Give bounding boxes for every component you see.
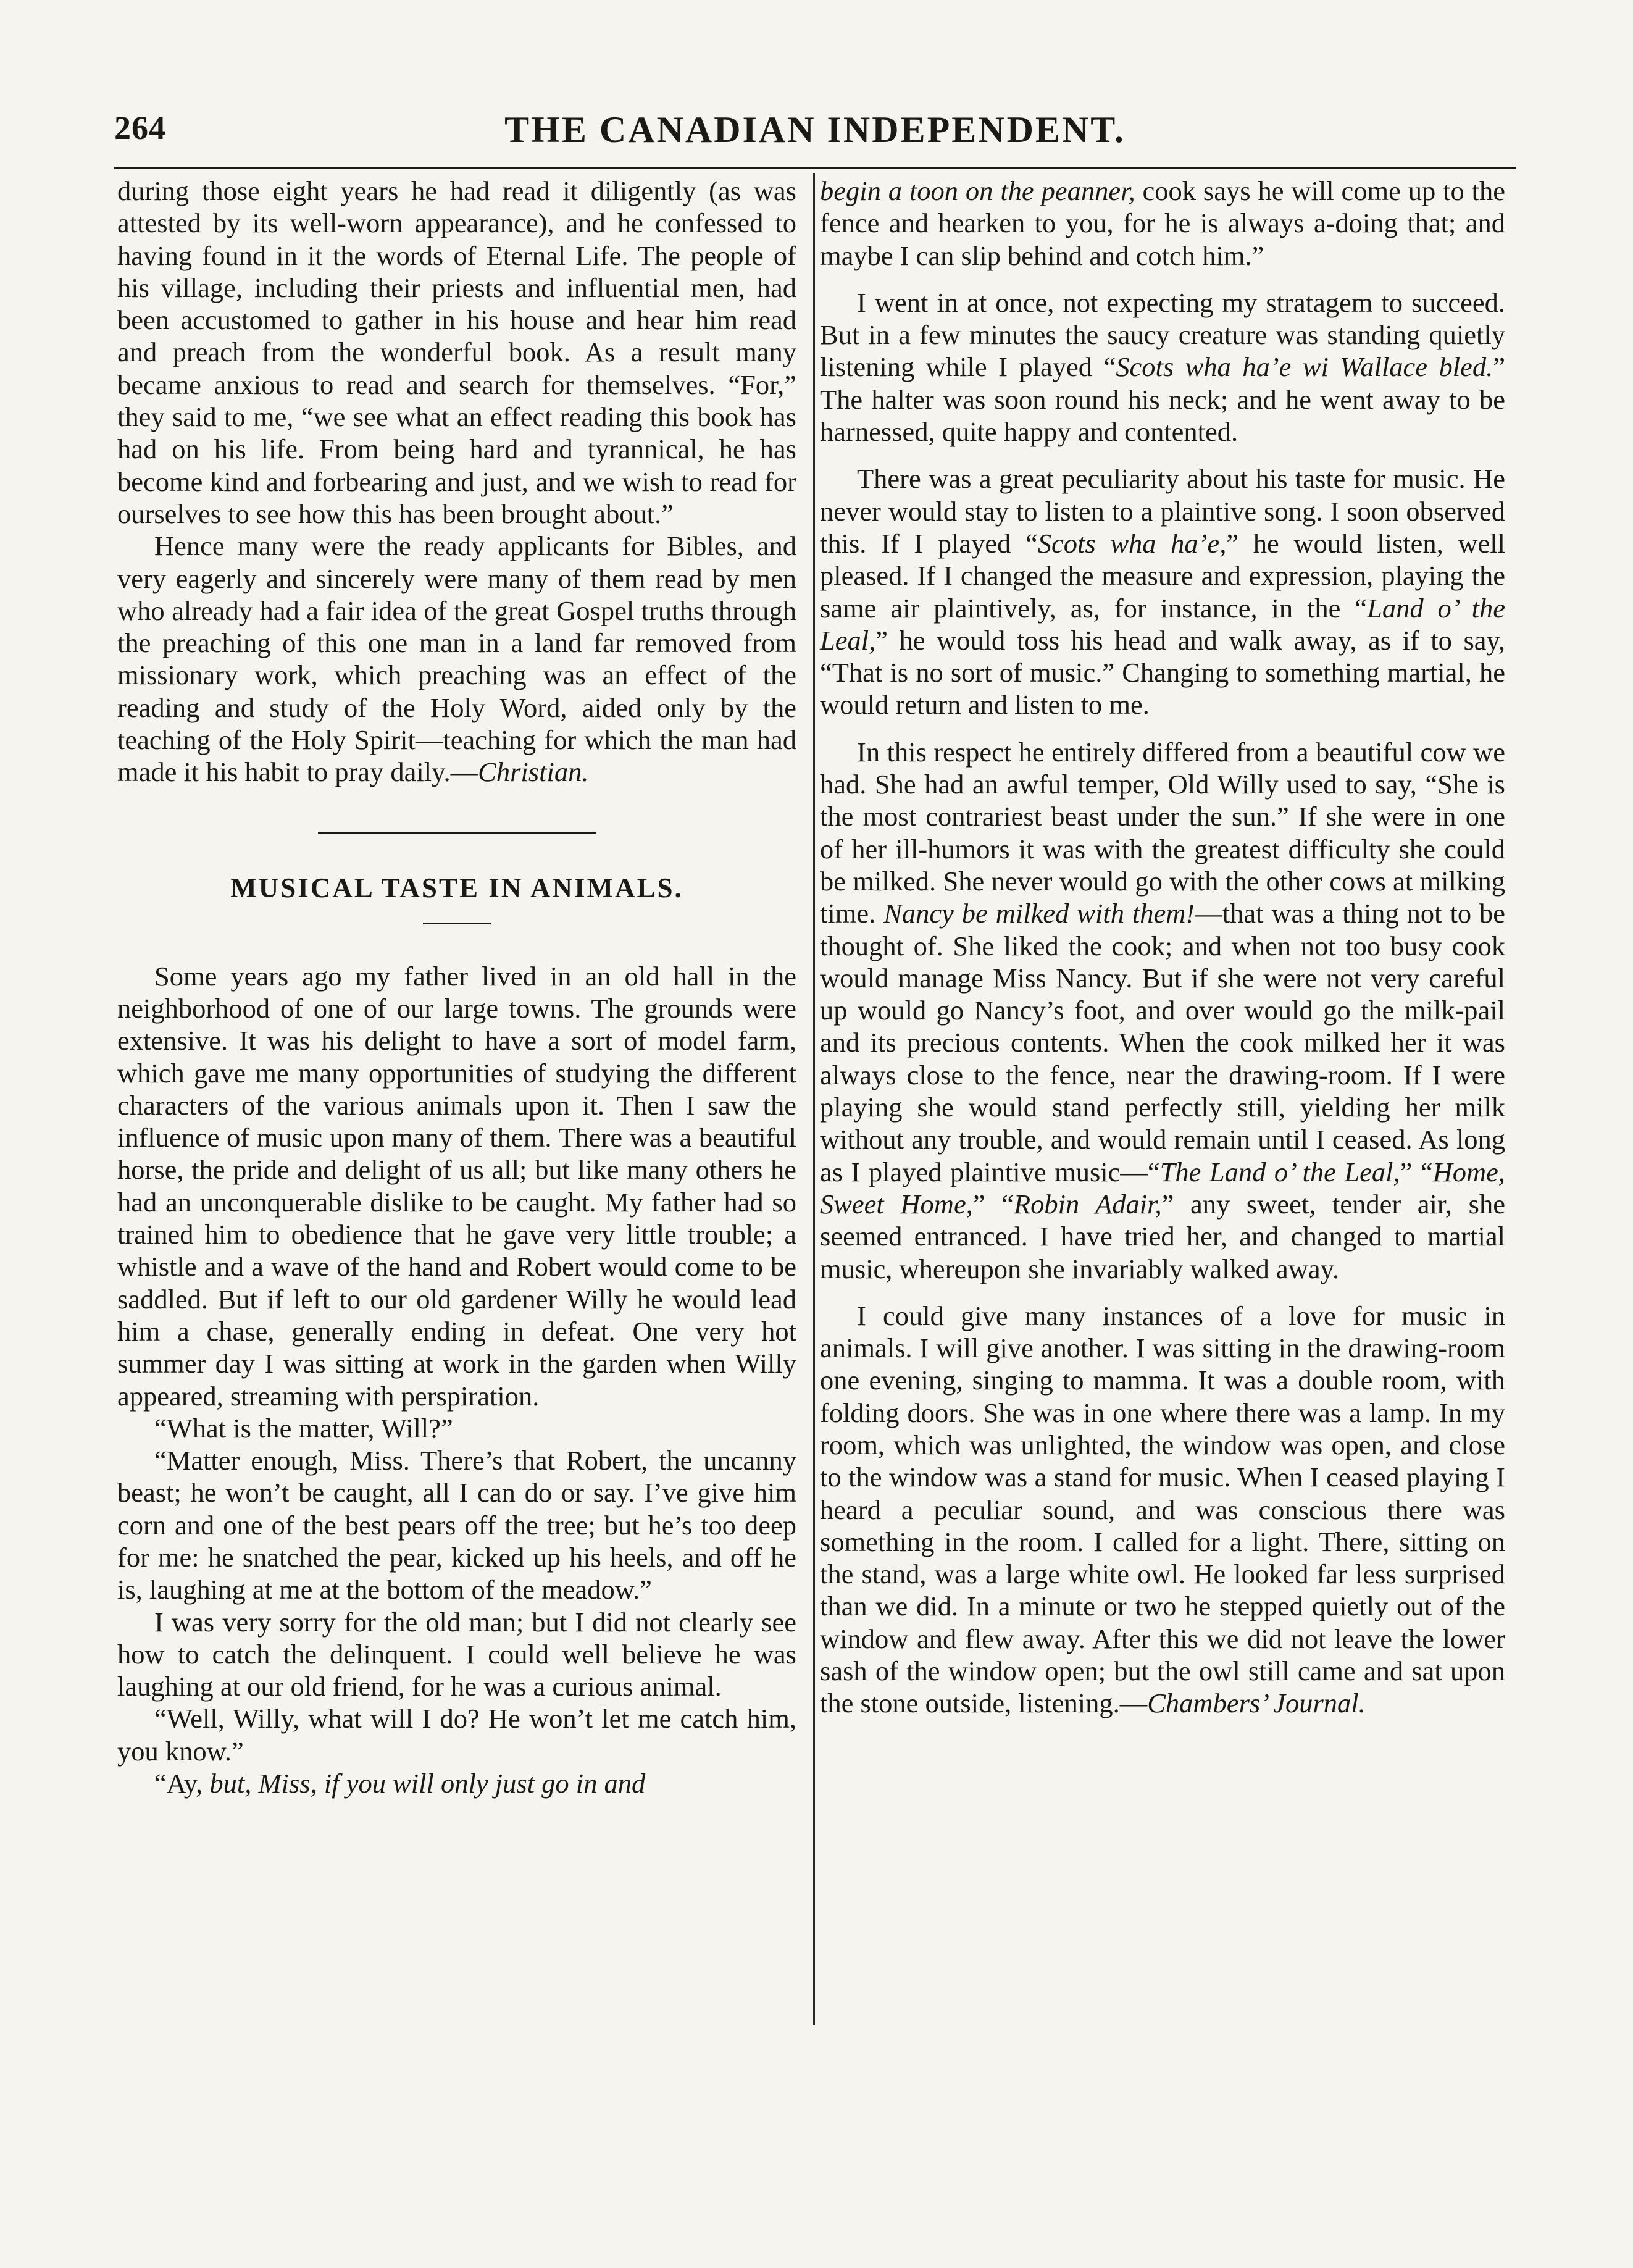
paragraph [820, 462, 1505, 721]
paragraph [820, 287, 1505, 448]
paragraph: during those eight years he had read it diligently (as was attested by its well-worn appearance), and he confessed to having found in it the words of Eternal Life. The people of his village, including their priests and influential men, had been accustomed to gather in his house and hear him read and preach from the wonderful book. As a result many became anxious to read and search for themselves. “For,” they said to me, “we see what an effect reading this book has had on his life. From being hard and tyrannical, he has become kind and forbearing and just, and we wish to read for ourselves to see how this has been brought about.” [117, 175, 796, 529]
paragraph: I was very sorry for the old man; but I did not clearly see how to catch the delinquent. I could well believe he was laughing at our old friend, for he was a curious animal. [117, 1606, 796, 1702]
column-divider [813, 173, 815, 2025]
song-title: Land o’ the Leal, [820, 592, 1505, 656]
paragraph-text: I could give many instances of a love for music in animals. I will give another. I was sitting in the drawing-room one evening, singing to mamma. It was a double room, with folding doors. She was in one where there was a lamp. In my room, which was unlighted, the window was open, and close to the window was a stand for music. When I ceased playing I heard a peculiar sound, and was conscious there was something in the room. I called for a light. There, sitting on the stand, was a large white owl. He looked far less surprised than we did. In a minute or two he stepped quietly out of the window and flew away. After this we did not leave the lower sash of the window open; but the owl still came and sat upon the stone outside, listening.— [820, 1300, 1505, 1719]
song-title: The Land o’ the Leal, [1159, 1156, 1400, 1187]
paragraph-text: There was a great peculiarity about his taste for music. He never would stay to listen to a plaintive song. I soon observed this. If I played “ [820, 463, 1505, 559]
source-credit: Chambers’ Journal. [1147, 1688, 1366, 1719]
right-column [820, 175, 1505, 1720]
paragraph-text: ” The halter was soon round his neck; and he went away to be harnessed, quite happy and contented. [820, 351, 1505, 448]
header-rule [114, 167, 1516, 169]
song-title: Robin Adair, [1013, 1188, 1162, 1220]
paragraph: Some years ago my father lived in an old hall in the neighborhood of one of our large towns. The grounds were extensive. It was his delight to have a sort of model farm, which gave me many opportunities of studying the different characters of the various animals upon it. Then I saw the influence of music upon many of them. There was a beautiful horse, the pride and delight of us all; but like many others he had an unconquerable dislike to be caught. My father had so trained him to obedience that he gave very little trouble; a whistle and a wave of the hand and Robert would come to be saddled. But if left to our old gardener Willy he would lead him a chase, generally ending in defeat. One very hot summer day I was sitting at work in the garden when Willy appeared, streaming with perspiration. [117, 960, 796, 1412]
paragraph [820, 175, 1505, 272]
paragraph-gap [820, 272, 1505, 287]
emphasis: Nancy be milked with them! [883, 898, 1195, 929]
paragraph-gap [820, 448, 1505, 462]
paragraph-text: ” “ [972, 1188, 1014, 1220]
song-title: Home, Sweet Home, [820, 1156, 1505, 1220]
page-number: 264 [114, 109, 166, 146]
page-header [114, 109, 1516, 158]
paragraph-text: ” “ [1400, 1156, 1433, 1187]
song-title: Scots wha ha’e, [1037, 527, 1227, 559]
paragraph-text: ” he would toss his head and walk away, as if to say, “That is no sort of music.” Changing to something martial, he would return and listen to me. [820, 624, 1505, 721]
source-credit: Christian. [478, 756, 589, 788]
dialect-speech: begin a toon on the peanner, [820, 175, 1135, 206]
paragraph-text: Hence many were the ready applicants for Bibles, and very eagerly and sincerely were many of them read by men who already had a fair idea of the great Gospel truths through the preaching of this one man in a land far removed from missionary work, which preaching was an effect of the reading and study of the Holy Word, aided only by the teaching of the Holy Spirit—teaching for which the man had made it his habit to pray daily.— [117, 530, 796, 788]
paragraph-text: —that was a thing not to be thought of. She liked the cook; and when not too busy cook would manage Miss Nancy. But if she were not very careful up would go Nancy’s foot, and over would go the milk-pail and its precious contents. When the cook milked her it was always close to the fence, near the drawing-room. If I were playing she would stand perfectly still, yielding her milk without any trouble, and would remain until I ceased. As long as I played plaintive music—“ [820, 898, 1506, 1187]
paragraph [820, 736, 1505, 1285]
paragraph: “What is the matter, Will?” [154, 1412, 453, 1444]
dialect-speech: but, Miss, if you will only just go in and [209, 1768, 646, 1799]
section-divider [318, 832, 596, 834]
paragraph: “Matter enough, Miss. There’s that Robert, the uncanny beast; he won’t be caught, all I can do or say. I’ve give him corn and one of the best pears off the tree; but he’s too deep for me: he snatched the pear, kicked up his heels, and off he is, laughing at me at the bottom of the meadow.” [117, 1445, 796, 1605]
article-title: MUSICAL TASTE IN ANIMALS. [230, 872, 683, 903]
paragraph: “Well, Willy, what will I do? He won’t let me catch him, you know.” [117, 1703, 796, 1767]
paragraph-text: ” he would listen, well pleased. If I changed the measure and expression, playing the same air plaintively, as, for instance, in the “ [820, 527, 1506, 624]
running-title: THE CANADIAN INDEPENDENT. [504, 109, 1126, 150]
paragraph-text: “Ay, [154, 1768, 210, 1799]
paragraph [117, 1767, 796, 1799]
paragraph-text: cook says he will come up to the fence and hearken to you, for he is always a-doing that; and maybe I can slip behind and cotch him.” [820, 175, 1506, 271]
paragraph-gap [820, 721, 1505, 736]
title-rule [423, 923, 491, 924]
paragraph-text: I went in at once, not expecting my stratagem to succeed. But in a few minutes the saucy creature was standing quietly listening while I played “ [820, 287, 1505, 383]
paragraph-gap [820, 1285, 1505, 1300]
paragraph-text: ” any sweet, tender air, she seemed entranced. I have tried her, and changed to martial music, whereupon she invariably walked away. [820, 1188, 1505, 1284]
left-column [117, 175, 796, 1799]
paragraph [820, 1300, 1505, 1720]
paragraph-text: In this respect he entirely differed from a beautiful cow we had. She had an awful temper, Old Willy used to say, “She is the most contrariest beast under the sun.” If she were in one of her ill-humors it was with the greatest difficulty she could be milked. She never would go with the other cows at milking time. [820, 736, 1505, 929]
paragraph [117, 530, 796, 788]
song-title: Scots wha ha’e wi Wallace bled. [1116, 351, 1493, 383]
